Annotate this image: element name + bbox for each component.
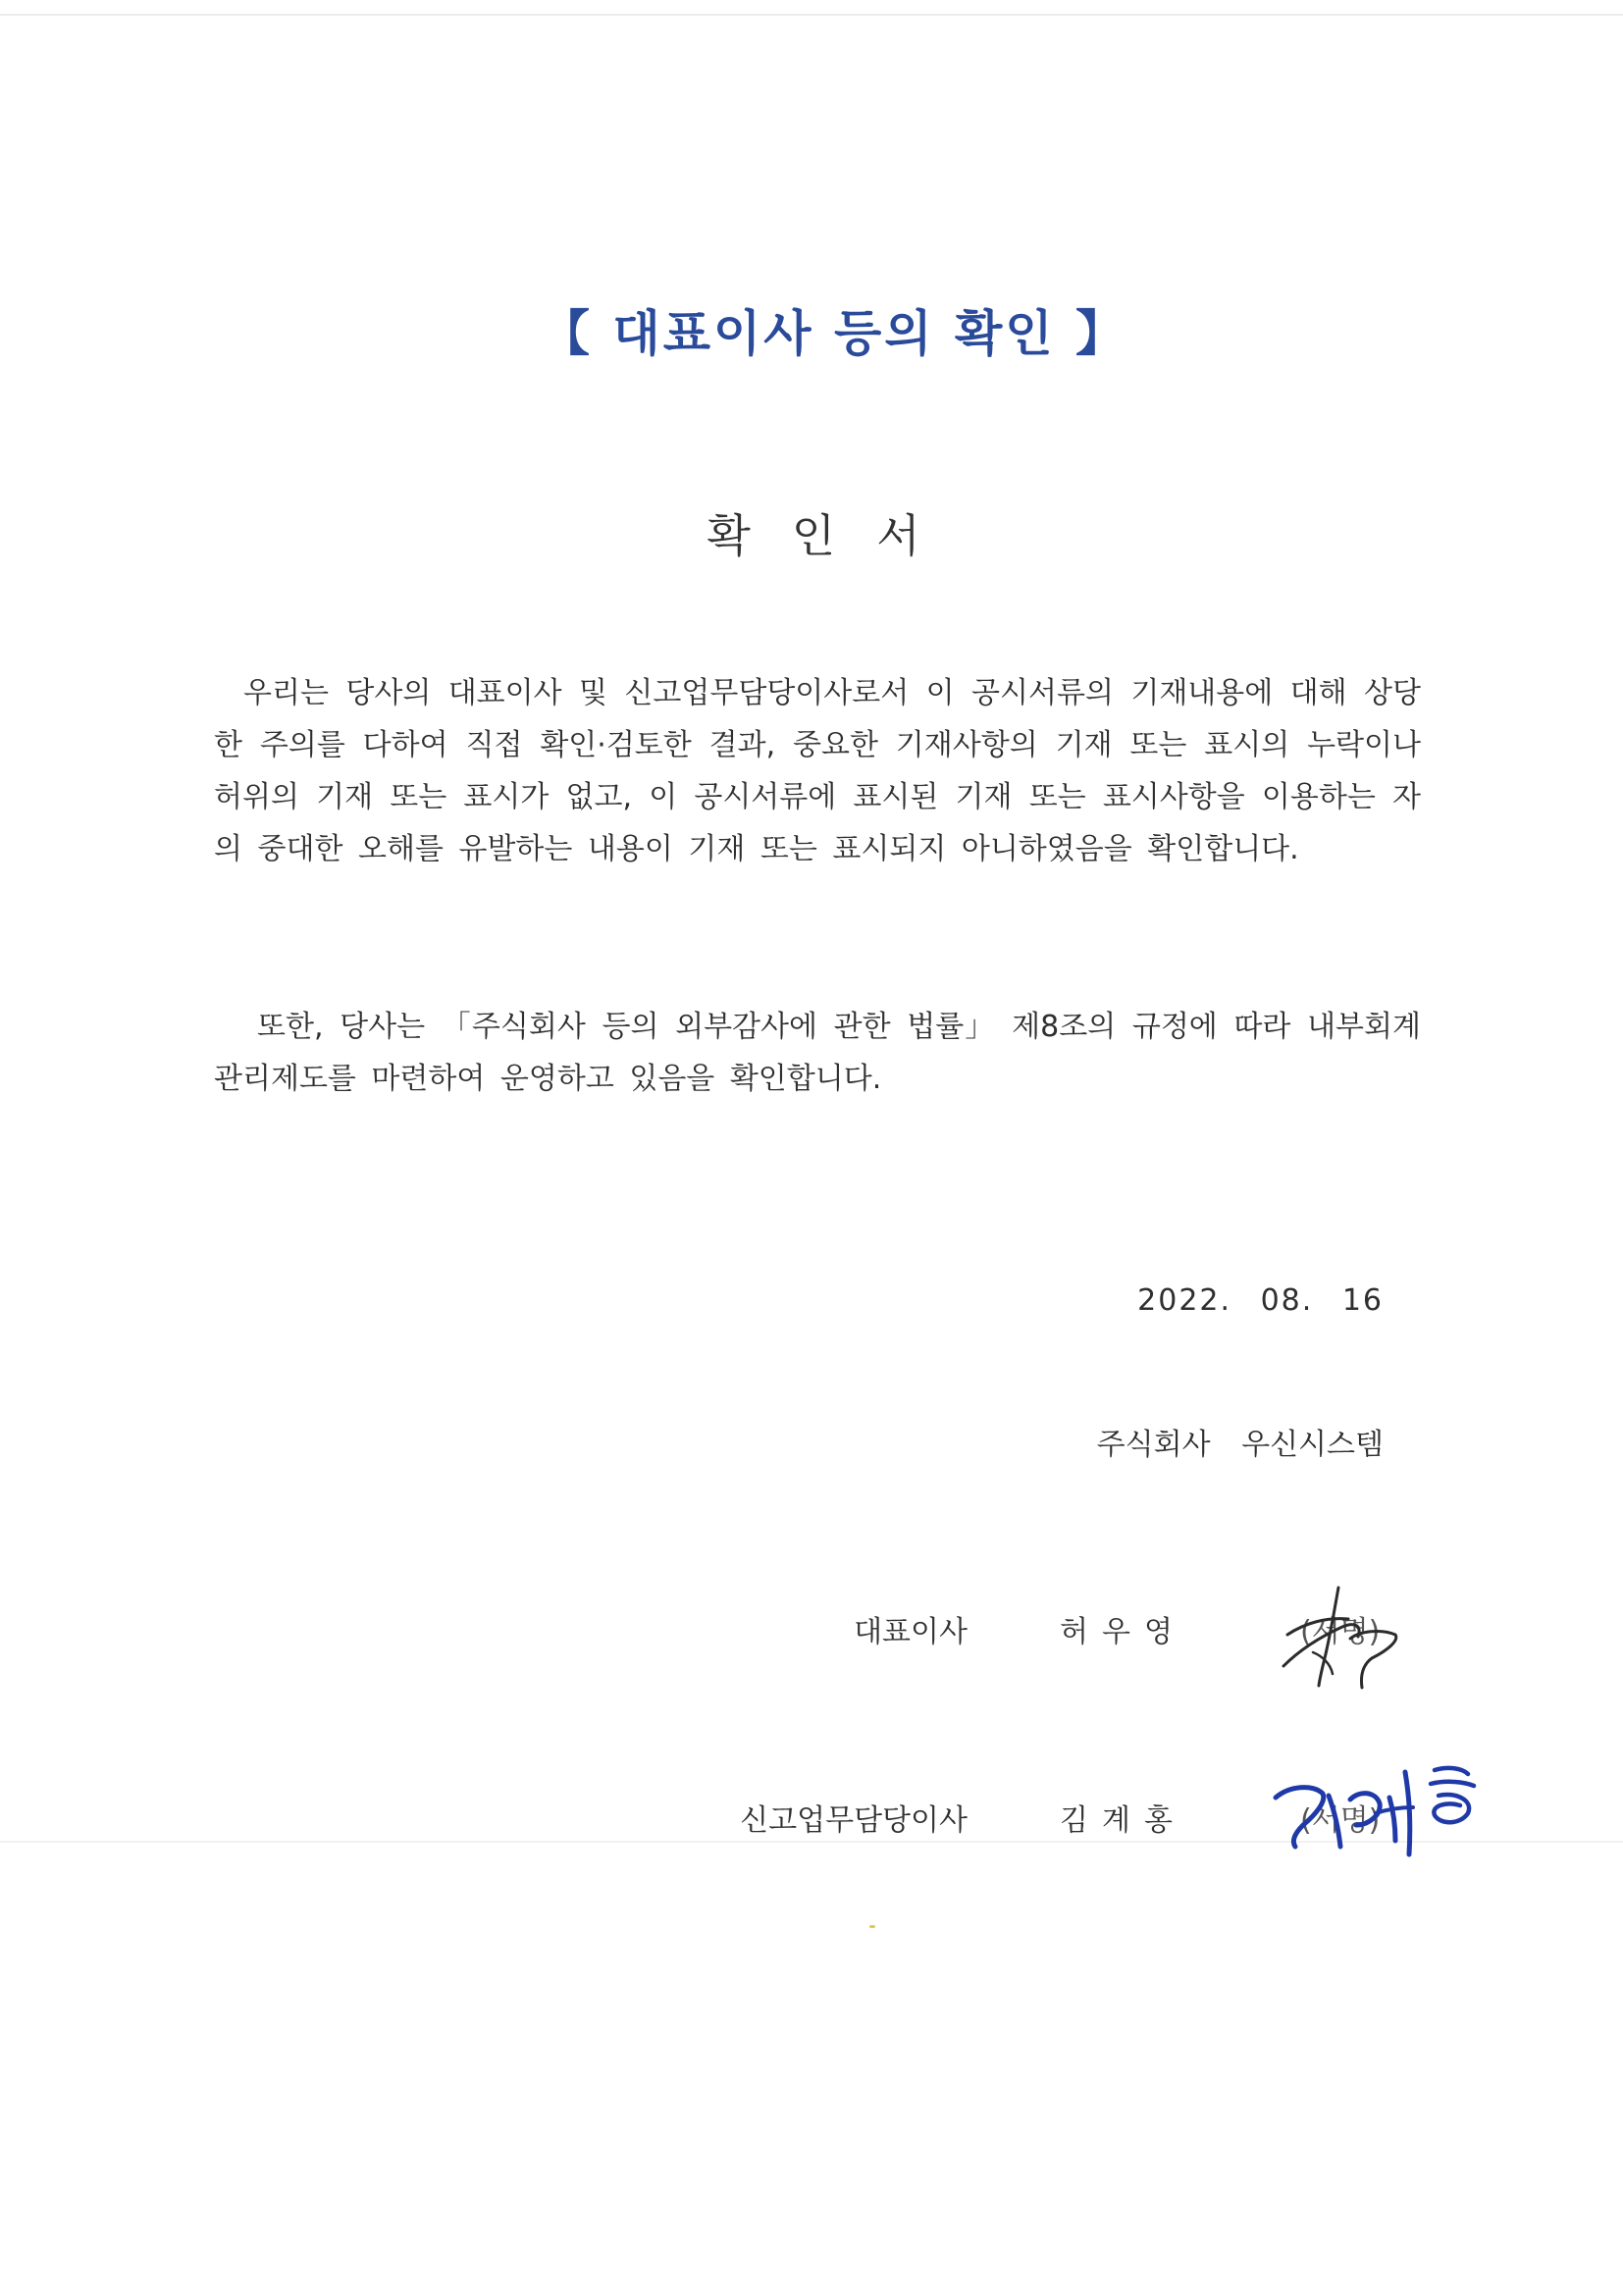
internal-control-paragraph: 또한, 당사는 「주식회사 등의 외부감사에 관한 법률」 제8조의 규정에 따라 내부회계관리제도를 마련하여 운영하고 있음을 확인합니다. (214, 1010, 1421, 1096)
signature-mark-label: (서명) (1300, 1615, 1381, 1649)
signature-mark-label: (서명) (1300, 1803, 1381, 1838)
company-name: 주식회사 우신시스템 (1096, 1428, 1384, 1462)
scan-speck (869, 1925, 875, 1928)
signatory-title: 신고업무담당이사 (740, 1803, 968, 1838)
signatory-title: 대표이사 (854, 1615, 968, 1649)
scan-edge-top (0, 14, 1623, 16)
document-subtitle: 확인서 (707, 509, 962, 562)
signatory-name: 허우영 (1060, 1615, 1186, 1649)
signatory-name: 김계홍 (1060, 1803, 1186, 1838)
document-date: 2022. 08. 16 (1137, 1283, 1384, 1318)
ceo-signature (1266, 1580, 1413, 1697)
document-title: 【 대표이사 등의 확인 】 (540, 305, 1128, 362)
confirmation-paragraph: 우리는 당사의 대표이사 및 신고업무담당이사로서 이 공시서류의 기재내용에 대해 상당한 주의를 다하여 직접 확인·검토한 결과, 중요한 기재사항의 기재 또는 표시의 누락이나 허위의 기재 또는 표시가 없고, 이 공시서류에 표시된 기재 또는 표시사항을 이용하는 자의 중대한 오해를 유발하는 내용이 기재 또는 표시되지 아니하였음을 확인합니다. (214, 676, 1421, 866)
reporting-director-signature (1266, 1756, 1492, 1864)
